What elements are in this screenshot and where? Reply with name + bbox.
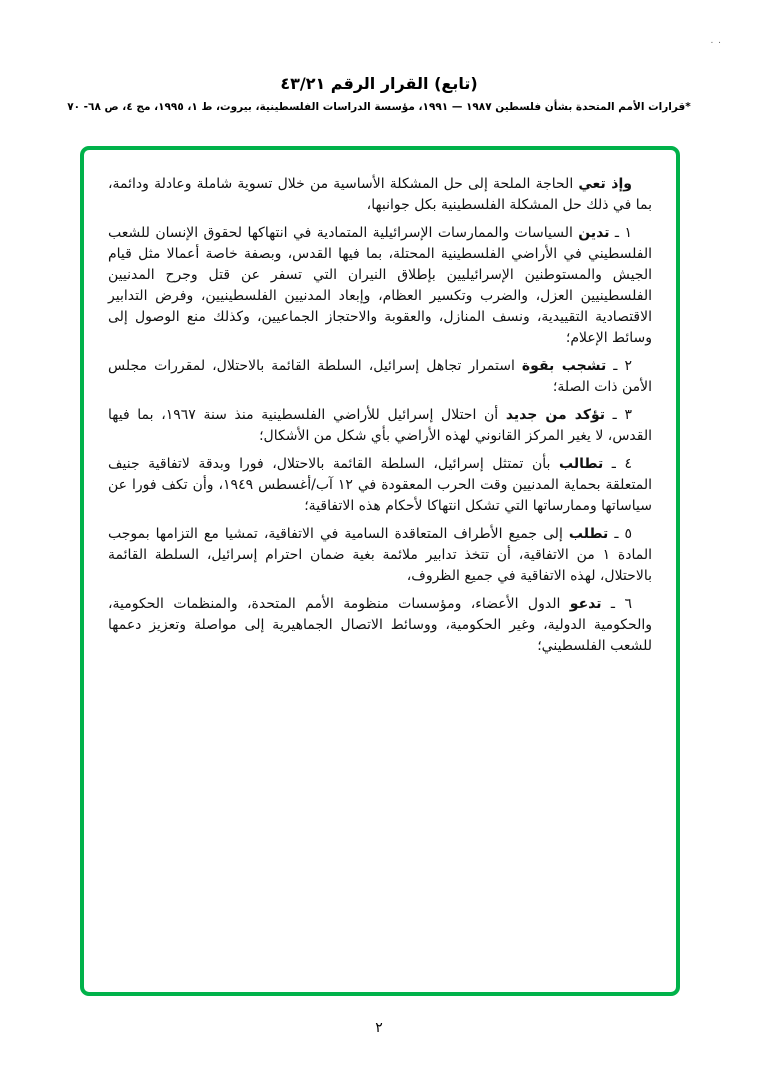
paragraph [108,223,652,349]
clause-text: أن احتلال إسرائيل للأراضي الفلسطينية منذ سنة ١٩٦٧، بما فيها القدس، لا يغير المركز القانوني لهذه الأراضي بأي شكل من الأشكال؛ [108,407,652,444]
corner-marks: ٠ ٠ [709,38,722,48]
clause-number: ٣ ـ [605,407,632,423]
clause-lead: وإذ تعي [578,176,632,192]
clause-number: ٤ ـ [603,456,632,472]
page-number: ٢ [375,1020,383,1036]
clause-text: الحاجة الملحة إلى حل المشكلة الأساسية من خلال تسوية شاملة وعادلة ودائمة، بما في ذلك حل المشكلة الفلسطينية بكل جوانبها، [108,176,652,213]
clause-lead: تدعو [569,596,602,612]
clause-lead: تدين [578,225,610,241]
clause-number: ١ ـ [609,225,632,241]
clause-number: ٢ ـ [606,358,632,374]
clause-number: ٥ ـ [608,526,632,542]
clause-text: استمرار تجاهل إسرائيل، السلطة القائمة بالاحتلال، لمقررات مجلس الأمن ذات الصلة؛ [108,358,652,395]
clause-lead: تطالب [559,456,604,472]
clause-lead: تشجب بقوة [521,358,607,374]
clause-text: إلى جميع الأطراف المتعاقدة السامية في الاتفاقية، تمشيا مع التزامها بموجب المادة ١ من الاتفاقية، أن تتخذ تدابير ملائمة بغية ضمان احترام إسرائيل، السلطة القائمة بالاحتلال، لهذه الاتفاقية في جميع الظروف، [108,526,652,584]
paragraph [108,594,652,657]
clause-text: السياسات والممارسات الإسرائيلية المتمادية في انتهاكها لحقوق الإنسان للشعب الفلسطيني في الأراضي الفلسطينية المحتلة، بما فيها القدس، وبصفة خاصة أعمالا مثل قيام الجيش والمستوطنين الإسرائيليين بإطلاق النيران التي تسفر عن قتل وجرح المدنيين الفلسطينيين العزل، والضرب وتكسير العظام، وإبعاد المدنيين الفلسطينيين، وفرض التدابير الاقتصادية التقييدية، ونسف المنازل، والعقوبة والاحتجاز الجماعيين، وكذلك منع الوصول إلى وسائط الإعلام؛ [108,225,652,346]
clause-lead: تؤكد من جديد [505,407,606,423]
paragraph [108,174,652,216]
paragraph [108,405,652,447]
source-citation: *قرارات الأمم المتحدة بشأن فلسطين ١٩٨٧ — ١٩٩١، مؤسسة الدراسات الفلسطينية، بيروت، ط ١، ١٩٩٥، مج ٤، ص ٦٨- ٧٠ [67,101,691,113]
clause-lead: تطلب [568,526,609,542]
page-title: (تابع) القرار الرقم ٤٣/٢١ [280,74,478,93]
content-box [80,146,680,996]
paragraph [108,356,652,398]
clause-number: ٦ ـ [601,596,632,612]
clause-text: الدول الأعضاء، ومؤسسات منظومة الأمم المتحدة، والمنظمات الحكومية، والحكومية الدولية، وغير الحكومية، ووسائط الاتصال الجماهيرية إلى مواصلة وتعزيز دعمها للشعب الفلسطيني؛ [108,596,652,654]
paragraph [108,524,652,587]
clause-text: بأن تمتثل إسرائيل، السلطة القائمة بالاحتلال، فورا وبدقة لاتفاقية جنيف المتعلقة بحماية المدنيين وقت الحرب المعقودة في ١٢ آب/أغسطس ١٩٤٩، وأن تكف فورا عن سياساتها وممارساتها التي تشكل انتهاكا لأحكام هذه الاتفاقية؛ [108,456,652,514]
paragraph [108,454,652,517]
